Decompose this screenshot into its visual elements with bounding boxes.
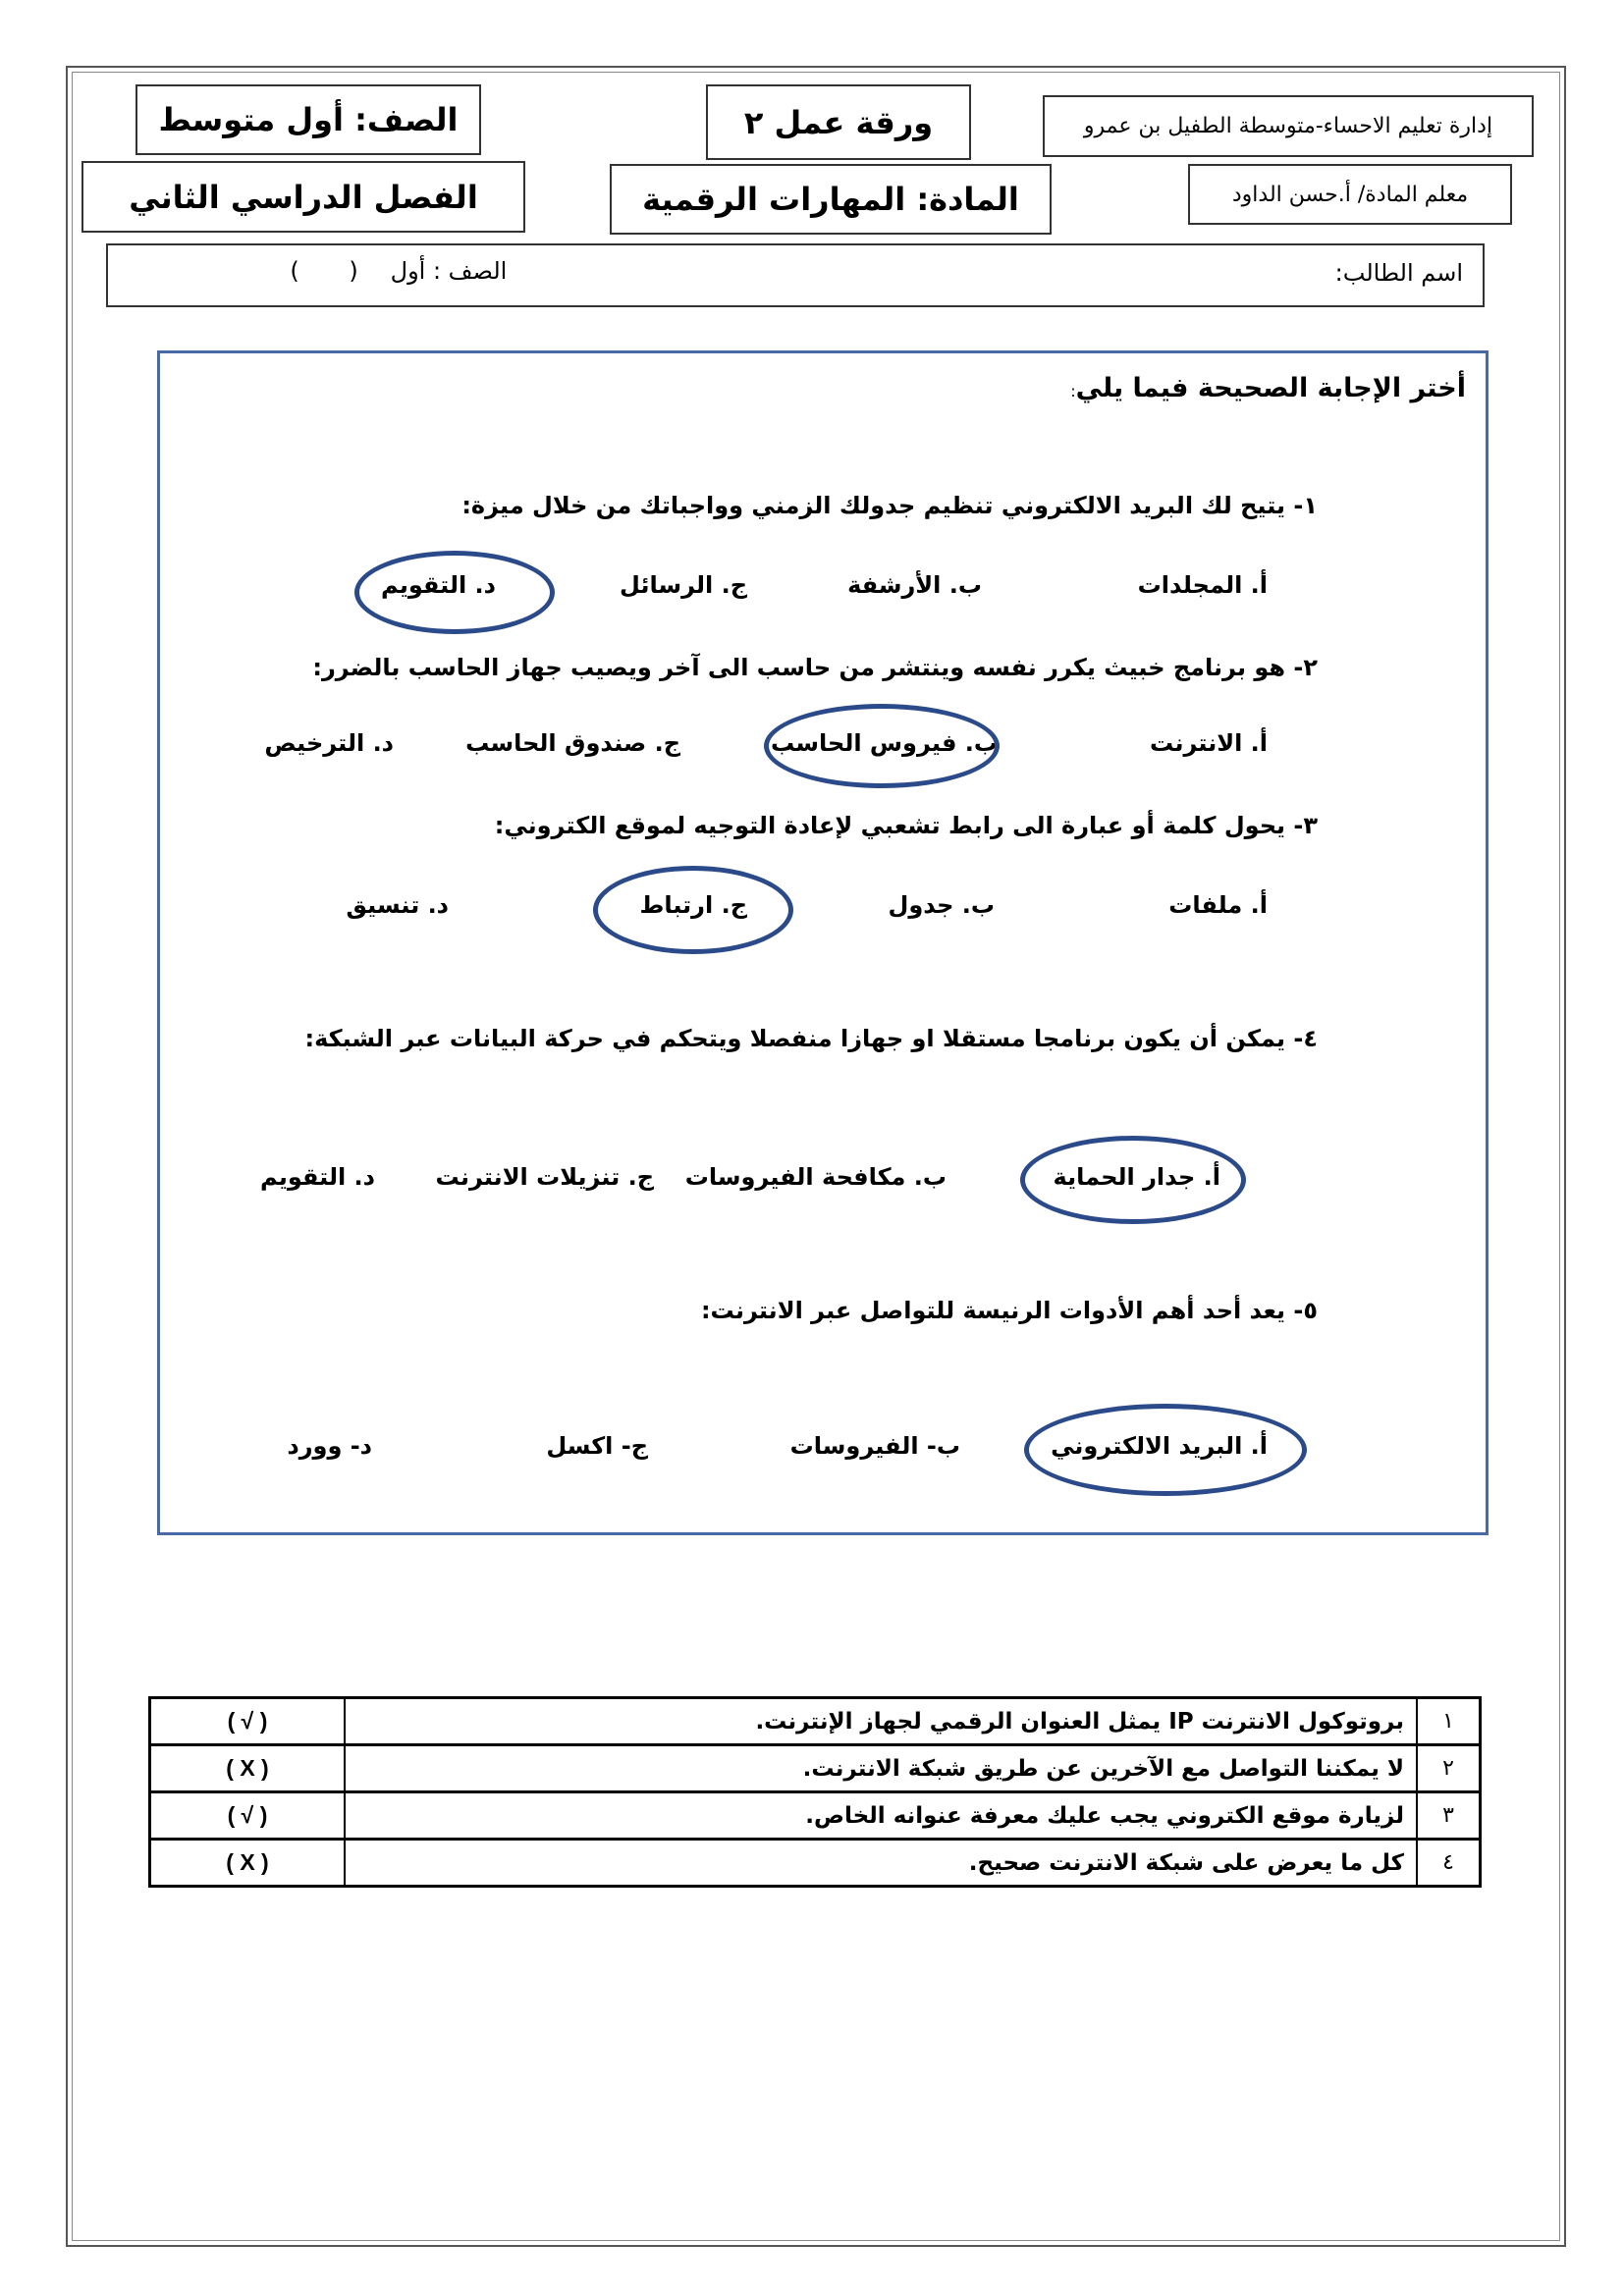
q4-option-d[interactable]: د. التقويم [260, 1163, 375, 1191]
q5-option-d[interactable]: د- وورد [287, 1432, 372, 1460]
table-row [150, 1698, 1481, 1745]
answer-circle [764, 704, 1000, 788]
q2-option-b[interactable]: ب. فيروس الحاسب [771, 729, 998, 757]
mcq-instruction [1070, 373, 1466, 403]
answer-circle [1024, 1404, 1307, 1496]
q3-option-a[interactable]: أ. ملفات [1168, 891, 1268, 919]
semester-box [81, 161, 525, 233]
question-number: ٣- [1293, 812, 1318, 839]
table-row [150, 1792, 1481, 1840]
q2-option-a[interactable]: أ. الانترنت [1150, 729, 1268, 757]
row-statement: بروتوكول الانترنت IP يمثل العنوان الرقمي لجهاز الإنترنت. [345, 1698, 1417, 1745]
instruction-text: أختر الإجابة الصحيحة فيما يلي [1075, 373, 1466, 403]
row-answer[interactable]: ( X ) [150, 1745, 346, 1792]
answer-circle [1020, 1136, 1246, 1224]
row-number: ٣ [1417, 1792, 1481, 1840]
q5-option-c[interactable]: ج- اكسل [546, 1432, 648, 1460]
question-number: ٤- [1293, 1025, 1318, 1052]
q2-option-d[interactable]: د. الترخيص [264, 729, 394, 757]
row-statement: لا يمكننا التواصل مع الآخرين عن طريق شبكة الانترنت. [345, 1745, 1417, 1792]
answer-circle [593, 866, 793, 954]
admin-text: إدارة تعليم الاحساء-متوسطة الطفيل بن عمرو [1083, 114, 1493, 138]
q5-option-a[interactable]: أ. البريد الالكتروني [1051, 1432, 1268, 1460]
question-text: هو برنامج خبيث يكرر نفسه وينتشر من حاسب الى آخر ويصيب جهاز الحاسب بالضرر: [312, 654, 1286, 681]
subject-box [610, 164, 1052, 235]
subject-text: المادة: المهارات الرقمية [642, 181, 1019, 218]
admin-box [1043, 95, 1534, 157]
worksheet-box [706, 84, 971, 160]
student-class-label: الصف : أول [390, 257, 508, 285]
row-number: ١ [1417, 1698, 1481, 1745]
grade-text: الصف: أول متوسط [158, 101, 459, 138]
question-4 [304, 1025, 1318, 1052]
worksheet-title: ورقة عمل ٢ [743, 103, 934, 141]
question-text: يمكن أن يكون برنامجا مستقلا او جهازا منفصلا ويتحكم في حركة البيانات عبر الشبكة: [304, 1025, 1286, 1052]
question-number: ١- [1293, 492, 1318, 519]
question-text: يعد أحد أهم الأدوات الرنيسة للتواصل عبر الانترنت: [700, 1297, 1286, 1324]
table-row [150, 1745, 1481, 1792]
teacher-text: معلم المادة/ أ.حسن الداود [1231, 182, 1469, 207]
question-5 [701, 1297, 1318, 1324]
student-class-field [265, 257, 507, 285]
row-statement: كل ما يعرض على شبكة الانترنت صحيح. [345, 1840, 1417, 1887]
q4-option-b[interactable]: ب. مكافحة الفيروسات [684, 1163, 947, 1191]
q4-option-c[interactable]: ج. تنزيلات الانترنت [435, 1163, 654, 1191]
row-number: ٢ [1417, 1745, 1481, 1792]
question-text: يتيح لك البريد الالكتروني تنظيم جدولك الزمني وواجباتك من خلال ميزة: [461, 492, 1286, 519]
q1-option-b[interactable]: ب. الأرشفة [847, 571, 982, 599]
teacher-box [1188, 164, 1512, 225]
q5-option-b[interactable]: ب- الفيروسات [789, 1432, 960, 1460]
student-info-row [106, 243, 1485, 307]
class-close-paren: ) [290, 257, 299, 285]
row-number: ٤ [1417, 1840, 1481, 1887]
question-number: ٥- [1293, 1297, 1318, 1324]
semester-text: الفصل الدراسي الثاني [129, 178, 478, 216]
q3-option-d[interactable]: د. تنسيق [346, 891, 449, 919]
question-1 [461, 492, 1318, 519]
grade-box [135, 84, 481, 155]
question-text: يحول كلمة أو عبارة الى رابط تشعبي لإعادة التوجيه لموقع الكتروني: [494, 812, 1286, 839]
q2-option-c[interactable]: ج. صندوق الحاسب [465, 729, 680, 757]
table-row [150, 1840, 1481, 1887]
mcq-section [157, 350, 1489, 1535]
student-name-label: اسم الطالب: [1334, 259, 1463, 287]
row-answer[interactable]: ( √ ) [150, 1698, 346, 1745]
q3-option-c[interactable]: ج. ارتباط [639, 891, 747, 919]
row-answer[interactable]: ( √ ) [150, 1792, 346, 1840]
answer-circle [354, 551, 555, 634]
class-open-paren: ( [349, 257, 358, 285]
q1-option-d[interactable]: د. التقويم [381, 571, 496, 599]
question-2 [312, 654, 1318, 681]
true-false-table [148, 1696, 1482, 1888]
instruction-colon: : [1070, 382, 1076, 400]
question-3 [495, 812, 1318, 839]
q4-option-a[interactable]: أ. جدار الحماية [1053, 1163, 1220, 1191]
q1-option-a[interactable]: أ. المجلدات [1137, 571, 1268, 599]
q3-option-b[interactable]: ب. جدول [888, 891, 995, 919]
row-statement: لزيارة موقع الكتروني يجب عليك معرفة عنوانه الخاص. [345, 1792, 1417, 1840]
row-answer[interactable]: ( X ) [150, 1840, 346, 1887]
question-number: ٢- [1293, 654, 1318, 681]
q1-option-c[interactable]: ج. الرسائل [620, 571, 747, 599]
